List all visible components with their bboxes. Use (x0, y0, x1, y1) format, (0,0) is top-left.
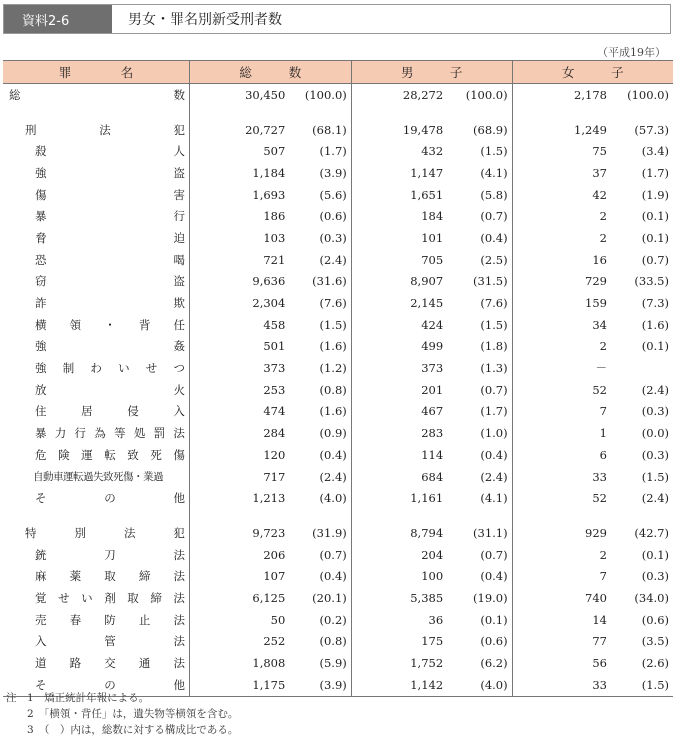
table-row (3, 544, 673, 566)
table-row (3, 587, 673, 609)
total-count: 186 (263, 209, 286, 224)
female-pct: (0.3) (641, 447, 669, 462)
crime-name: 危 険 運 転 致 死 傷 (35, 447, 185, 462)
male-count: 424 (351, 314, 443, 336)
female-pct: (0.1) (641, 339, 669, 354)
table-row (3, 631, 673, 653)
male-count: 2,145 (351, 292, 443, 314)
crime-name: 暴 行 (35, 209, 185, 224)
female-pct: (57.3) (634, 122, 669, 137)
total-pct: (20.1) (312, 590, 347, 605)
total-pct: (0.7) (319, 547, 347, 562)
crime-name: 銃 刀 法 (35, 547, 185, 562)
table-row (3, 314, 673, 336)
crime-name: 住 居 侵 入 (35, 404, 185, 419)
table-row (3, 184, 673, 206)
footnotes (6, 690, 238, 738)
total-pct: (100.0) (304, 87, 347, 102)
female-count: 729 (512, 271, 607, 293)
crime-name: 強 盗 (35, 165, 185, 180)
total-pct: (68.1) (312, 122, 347, 137)
male-count: 1,142 (351, 674, 443, 696)
female-count: 7 (512, 401, 607, 423)
crime-name: 暴 力 行 為 等 処 罰 法 (35, 426, 185, 441)
total-count: 9,723 (252, 525, 286, 540)
total-pct: (7.6) (319, 296, 347, 311)
female-pct: (2.4) (641, 491, 669, 506)
male-pct: (1.8) (480, 339, 508, 354)
male-count: 8,907 (351, 271, 443, 293)
table-row (3, 119, 673, 141)
total-pct: (5.6) (319, 187, 347, 202)
female-count: 34 (512, 314, 607, 336)
crime-name: 入 管 法 (35, 634, 185, 649)
table-row (3, 162, 673, 184)
total-count: 507 (263, 144, 286, 159)
female-pct: (1.7) (641, 165, 669, 180)
total-pct: (1.2) (319, 361, 347, 376)
male-pct: (1.3) (480, 361, 508, 376)
table-row (3, 227, 673, 249)
table-row (3, 487, 673, 509)
total-count: 1,184 (252, 165, 286, 180)
male-count: 28,272 (351, 84, 443, 106)
total-pct: (31.6) (312, 274, 347, 289)
total-count: 9,636 (252, 274, 286, 289)
female-count: 52 (512, 487, 607, 509)
crime-name: 刑 法 犯 (25, 122, 185, 137)
male-pct: (2.4) (480, 469, 508, 484)
male-count: 101 (351, 227, 443, 249)
inmates-table (3, 60, 673, 697)
male-pct: (0.4) (480, 569, 508, 584)
female-count: 14 (512, 609, 607, 631)
crime-name: 殺 人 (35, 144, 185, 159)
female-pct: (0.0) (641, 426, 669, 441)
total-count: 6,125 (252, 590, 286, 605)
crime-name: 覚 せ い 剤 取 締 法 (35, 590, 185, 605)
crime-name: 放 火 (35, 382, 185, 397)
total-pct: (3.9) (319, 165, 347, 180)
female-count: 6 (512, 444, 607, 466)
female-pct: (1.5) (641, 469, 669, 484)
male-count: 100 (351, 565, 443, 587)
crime-name: 強 姦 (35, 339, 185, 354)
total-count: 474 (263, 404, 286, 419)
table-row (3, 379, 673, 401)
total-pct: (0.9) (319, 426, 347, 441)
male-pct: (1.5) (480, 317, 508, 332)
female-pct: (34.0) (634, 590, 669, 605)
male-pct: (0.7) (480, 547, 508, 562)
female-count: 16 (512, 249, 607, 271)
total-count: 717 (263, 469, 286, 484)
female-count: 37 (512, 162, 607, 184)
total-count: 721 (263, 252, 286, 267)
female-count: － (512, 357, 607, 379)
total-count: 206 (263, 547, 286, 562)
female-pct: (2.6) (641, 656, 669, 671)
female-count: 52 (512, 379, 607, 401)
total-pct: (0.6) (319, 209, 347, 224)
table-row (3, 466, 673, 488)
female-count: 1 (512, 422, 607, 444)
female-pct: (3.4) (641, 144, 669, 159)
footnote: 3 （ ）内は，総数に対する構成比である。 (6, 724, 239, 736)
male-pct: (1.7) (480, 404, 508, 419)
male-pct: (68.9) (473, 122, 508, 137)
crime-name: そ の 他 (35, 491, 185, 506)
male-count: 184 (351, 205, 443, 227)
total-count: 252 (263, 634, 286, 649)
total-pct: (4.0) (319, 491, 347, 506)
table-row (3, 401, 673, 423)
female-count: 2 (512, 544, 607, 566)
crime-name: 脅 迫 (35, 230, 185, 245)
male-pct: (0.6) (480, 634, 508, 649)
crime-name: そ の 他 (35, 677, 185, 692)
male-count: 201 (351, 379, 443, 401)
male-count: 5,385 (351, 587, 443, 609)
year-note: （平成19年） (597, 46, 666, 59)
female-pct: (0.1) (641, 230, 669, 245)
total-pct: (5.9) (319, 656, 347, 671)
female-count: 75 (512, 140, 607, 162)
total-pct: (2.4) (319, 252, 347, 267)
male-count: 1,161 (351, 487, 443, 509)
total-count: 30,450 (245, 87, 286, 102)
female-count: 740 (512, 587, 607, 609)
female-pct: (3.5) (641, 634, 669, 649)
total-count: 1,808 (252, 656, 286, 671)
crime-name: 強 制 わ い せ つ (35, 361, 185, 376)
crime-name: 麻 薬 取 締 法 (35, 569, 185, 584)
table-row (3, 292, 673, 314)
male-pct: (1.5) (480, 144, 508, 159)
table-row (3, 336, 673, 358)
total-pct: (0.3) (319, 230, 347, 245)
table-row (3, 444, 673, 466)
female-pct: (1.9) (641, 187, 669, 202)
total-count: 107 (263, 569, 286, 584)
female-pct: (7.3) (641, 296, 669, 311)
table-body (3, 84, 673, 697)
total-count: 50 (270, 612, 286, 627)
female-pct: (42.7) (634, 525, 669, 540)
female-count: 2 (512, 336, 607, 358)
total-pct: (31.9) (312, 525, 347, 540)
document-header (3, 4, 671, 34)
female-count: 7 (512, 565, 607, 587)
document-badge: 資料2-6 (4, 5, 112, 33)
male-count: 705 (351, 249, 443, 271)
table-row (3, 249, 673, 271)
total-count: 20,727 (245, 122, 286, 137)
female-count: 2 (512, 205, 607, 227)
crime-name: 特 別 法 犯 (25, 525, 185, 540)
male-count: 373 (351, 357, 443, 379)
male-count: 432 (351, 140, 443, 162)
table-row (3, 271, 673, 293)
female-pct: (33.5) (634, 274, 669, 289)
total-pct: (0.4) (319, 569, 347, 584)
crime-name: 横 領 ・ 背 任 (35, 317, 185, 332)
female-pct: (100.0) (627, 87, 669, 102)
total-count: 103 (263, 230, 286, 245)
female-pct: (2.4) (641, 382, 669, 397)
crime-name: 詐 欺 (35, 296, 185, 311)
male-pct: (4.1) (480, 165, 508, 180)
female-count: 56 (512, 652, 607, 674)
crime-name: 窃 盗 (35, 274, 185, 289)
total-count: 373 (263, 361, 286, 376)
female-count: 2 (512, 227, 607, 249)
document-title: 男女・罪名別新受刑者数 (128, 12, 282, 28)
female-pct: (0.1) (641, 209, 669, 224)
male-pct: (2.5) (480, 252, 508, 267)
total-count: 1,693 (252, 187, 286, 202)
male-pct: (0.7) (480, 209, 508, 224)
female-pct: (0.3) (641, 404, 669, 419)
male-count: 1,752 (351, 652, 443, 674)
male-pct: (31.5) (473, 274, 508, 289)
crime-name: 売 春 防 止 法 (35, 612, 185, 627)
table-row (3, 140, 673, 162)
male-pct: (5.8) (480, 187, 508, 202)
table-row (3, 357, 673, 379)
male-pct: (31.1) (473, 525, 508, 540)
total-count: 2,304 (252, 296, 286, 311)
female-count: 1,249 (512, 119, 607, 141)
total-count: 501 (263, 339, 286, 354)
crime-name: 自動車運転過失致死傷・業過 (33, 471, 163, 484)
female-count: 33 (512, 674, 607, 696)
male-count: 36 (351, 609, 443, 631)
total-pct: (1.6) (319, 404, 347, 419)
male-count: 283 (351, 422, 443, 444)
total-count: 1,175 (189, 674, 285, 696)
male-count: 114 (351, 444, 443, 466)
female-count: 42 (512, 184, 607, 206)
male-count: 1,147 (351, 162, 443, 184)
table-header-row (3, 61, 673, 84)
male-pct: (4.1) (480, 491, 508, 506)
footnote: 注 1 矯正統計年報による。 (6, 692, 150, 704)
male-count: 1,651 (351, 184, 443, 206)
col-header-female: 女 子 (512, 61, 673, 84)
male-pct: (0.1) (480, 612, 508, 627)
male-pct: (0.4) (480, 447, 508, 462)
table-row (3, 205, 673, 227)
table-row (3, 652, 673, 674)
total-pct: (2.4) (319, 469, 347, 484)
female-count: 2,178 (512, 84, 607, 106)
female-pct (607, 357, 673, 379)
table-row (3, 84, 673, 106)
female-pct: (1.5) (607, 674, 673, 696)
male-pct: (0.4) (480, 230, 508, 245)
table-row (3, 565, 673, 587)
table-row (3, 609, 673, 631)
total-pct: (3.9) (285, 674, 351, 696)
total-count: 284 (263, 426, 286, 441)
total-pct: (0.4) (319, 447, 347, 462)
female-pct: (0.1) (641, 547, 669, 562)
male-count: 19,478 (351, 119, 443, 141)
female-count: 77 (512, 631, 607, 653)
female-count: 159 (512, 292, 607, 314)
footnote: 2 「横領・背任」は，遺失物等横領を含む。 (6, 708, 239, 720)
male-pct: (19.0) (473, 590, 508, 605)
male-count: 204 (351, 544, 443, 566)
col-header-total: 総 数 (189, 61, 351, 84)
male-count: 467 (351, 401, 443, 423)
table-row (3, 522, 673, 544)
total-pct: (1.5) (319, 317, 347, 332)
male-pct: (100.0) (465, 87, 508, 102)
col-header-name: 罪 名 (3, 61, 189, 84)
crime-name: 恐 喝 (35, 252, 185, 267)
total-pct: (1.7) (319, 144, 347, 159)
crime-name: 総 数 (9, 87, 185, 102)
male-pct: (7.6) (480, 296, 508, 311)
spacer-row (3, 509, 673, 522)
col-header-male: 男 子 (351, 61, 512, 84)
male-count: 175 (351, 631, 443, 653)
spacer-row (3, 106, 673, 119)
total-pct: (1.6) (319, 339, 347, 354)
female-pct: (1.6) (641, 317, 669, 332)
crime-name: 道 路 交 通 法 (35, 656, 185, 671)
total-count: 253 (263, 382, 286, 397)
female-pct: (0.7) (641, 252, 669, 267)
table-row (3, 422, 673, 444)
female-pct: (0.3) (641, 569, 669, 584)
male-count: 499 (351, 336, 443, 358)
total-pct: (0.2) (319, 612, 347, 627)
total-count: 120 (263, 447, 286, 462)
total-count: 458 (263, 317, 286, 332)
female-count: 33 (512, 466, 607, 488)
male-pct: (0.7) (480, 382, 508, 397)
total-pct: (0.8) (319, 634, 347, 649)
female-count: 929 (512, 522, 607, 544)
male-pct: (6.2) (480, 656, 508, 671)
male-count: 8,794 (351, 522, 443, 544)
male-count: 684 (351, 466, 443, 488)
crime-name: 傷 害 (35, 187, 185, 202)
total-count: 1,213 (252, 491, 286, 506)
male-pct: (4.0) (443, 674, 512, 696)
male-pct: (1.0) (480, 426, 508, 441)
total-pct: (0.8) (319, 382, 347, 397)
female-pct: (0.6) (641, 612, 669, 627)
